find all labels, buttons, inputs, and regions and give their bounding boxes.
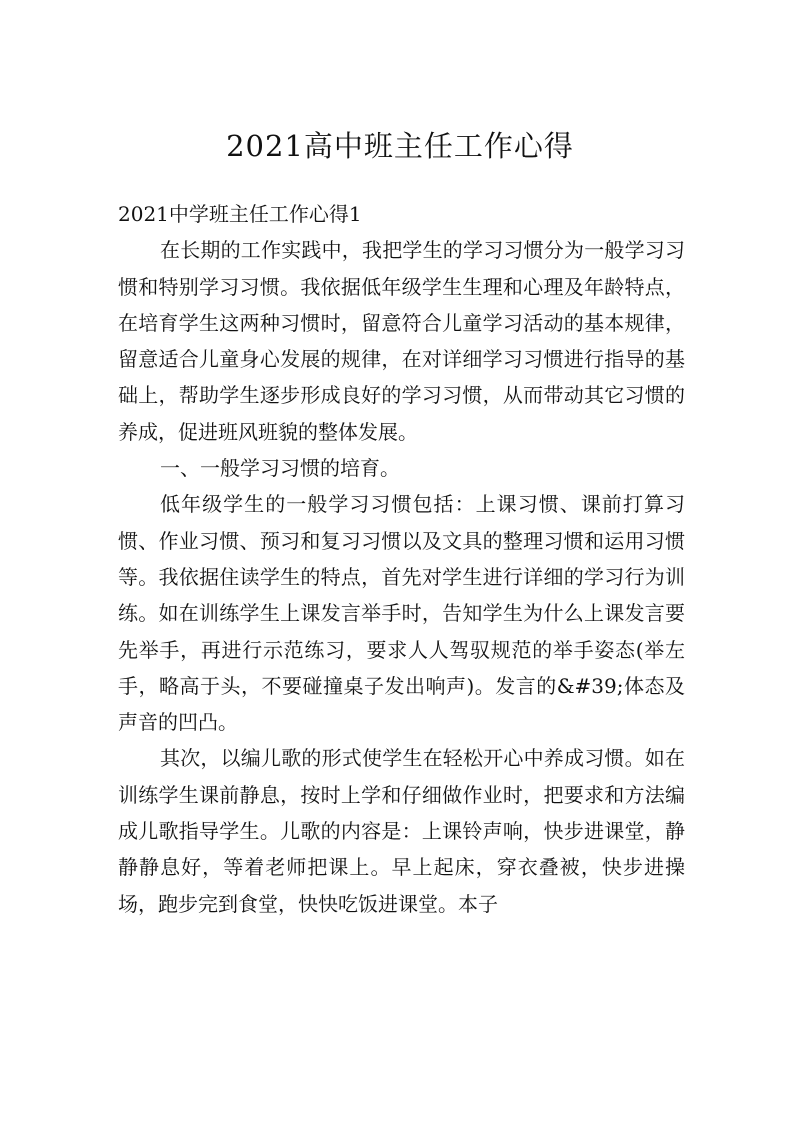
paragraph: 低年级学生的一般学习习惯包括：上课习惯、课前打算习惯、作业习惯、预习和复习习惯以及文具的整理习惯和运用习惯等。我依据住读学生的特点，首先对学生进行详细的学习行为训练。如在训练学生上课发言举手时，告知学生为什么上课发言要先举手，再进行示范练习，要求人人驾驭规范的举手姿态(举左手，略高于头，不要碰撞桌子发出响声)。发言的&#39;体态及声音的凹凸。	[118, 492, 685, 735]
document-title: 2021高中班主任工作心得	[226, 129, 574, 163]
paragraph: 在长期的工作实践中，我把学生的学习习惯分为一般学习习惯和特别学习习惯。我依据低年级学生生理和心理及年龄特点，在培育学生这两种习惯时，留意符合儿童学习活动的基本规律，留意适合儿童身心发展的规律，在对详细学习习惯进行指导的基础上，帮助学生逐步形成良好的学习习惯，从而带动其它习惯的养成，促进班风班貌的整体发展。	[118, 238, 685, 444]
document-subtitle: 2021中学班主任工作心得1	[118, 202, 362, 226]
document-body	[118, 196, 685, 922]
section-heading: 一、一般学习习惯的培育。	[160, 456, 400, 481]
paragraph: 其次，以编儿歌的形式使学生在轻松开心中养成习惯。如在训练学生课前静息，按时上学和仔细做作业时，把要求和方法编成儿歌指导学生。儿歌的内容是：上课铃声响，快步进课堂，静静静息好，等着老师把课上。早上起床，穿衣叠被，快步进操场，跑步完到食堂，快快吃饭进课堂。本子	[118, 746, 685, 916]
